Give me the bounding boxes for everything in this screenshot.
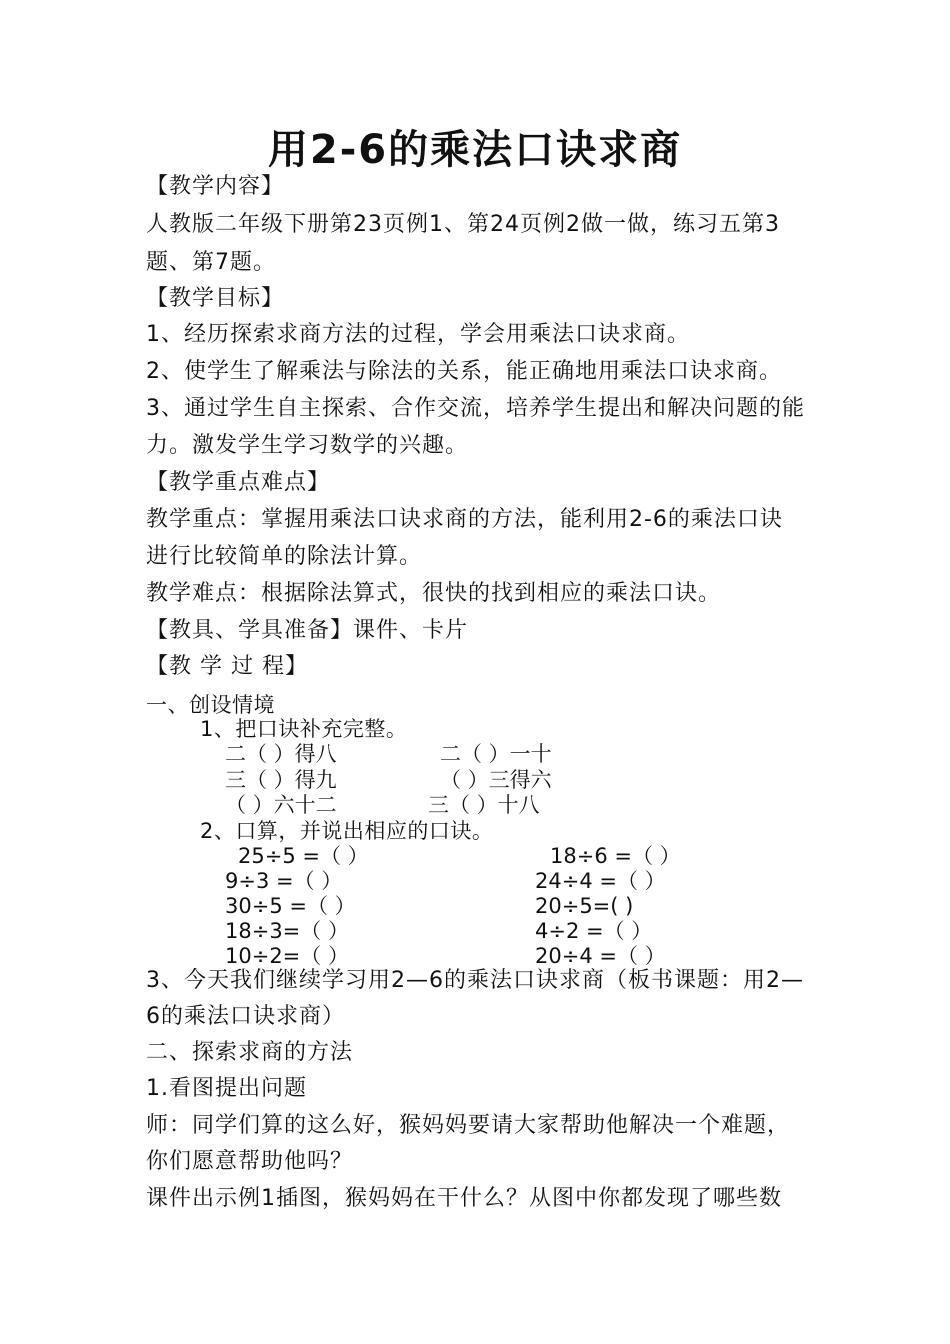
section-heading-content: 【教学内容】 xyxy=(146,174,285,199)
section-heading-key-points: 【教学重点难点】 xyxy=(146,470,331,495)
difficulty-line: 教学难点：根据除法算式，很快的找到相应的乘法口诀。 xyxy=(146,581,722,606)
section-heading-goals: 【教学目标】 xyxy=(146,286,285,311)
fill-item: 二（ ）得八 xyxy=(225,742,337,766)
goal-3-line-1: 3、通过学生自主探索、合作交流，培养学生提出和解决问题的能 xyxy=(146,396,805,421)
calc-item: 20÷5=( ) xyxy=(535,894,634,918)
calc-item: 20÷4 =（ ） xyxy=(535,944,666,968)
courseware-line: 课件出示例1插图，猴妈妈在干什么？从图中你都发现了哪些数 xyxy=(146,1186,782,1211)
goal-2: 2、使学生了解乘法与除法的关系，能正确地用乘法口诀求商。 xyxy=(146,359,782,384)
page-title: 用2-6的乘法口诀求商 xyxy=(267,127,683,173)
calc-item: 10÷2=（ ） xyxy=(225,944,349,968)
fill-item: （ ）六十二 xyxy=(225,793,337,817)
step-3-line-2: 6的乘法口诀求商） xyxy=(146,1004,345,1029)
teacher-line-1: 师：同学们算的这么好，猴妈妈要请大家帮助他解决一个难题， xyxy=(146,1113,791,1138)
tools-line: 【教具、学具准备】课件、卡片 xyxy=(146,618,469,643)
content-text-line-1: 人教版二年级下册第23页例1、第24页例2做一做，练习五第3 xyxy=(146,212,780,237)
part-2-heading: 二、探索求商的方法 xyxy=(146,1040,354,1065)
task-1-instruction: 1、把口诀补充完整。 xyxy=(200,717,408,741)
calc-item: 9÷3 =（ ） xyxy=(225,869,343,893)
fill-item: 二（ ）一十 xyxy=(440,742,552,766)
goal-1: 1、经历探索求商方法的过程，学会用乘法口诀求商。 xyxy=(146,322,690,347)
calc-item: 4÷2 =（ ） xyxy=(535,919,653,943)
step-3-line-1: 3、今天我们继续学习用2—6的乘法口诀求商（板书课题：用2— xyxy=(146,968,804,993)
fill-item: 三（ ）十八 xyxy=(428,793,540,817)
calc-item: 18÷3=（ ） xyxy=(225,919,349,943)
sub-step-1: 1.看图提出问题 xyxy=(146,1076,307,1101)
calc-item: 24÷4 =（ ） xyxy=(535,869,666,893)
part-1-heading: 一、创设情境 xyxy=(146,693,275,717)
content-text-line-2: 题、第7题。 xyxy=(146,250,276,275)
teacher-line-2: 你们愿意帮助他吗？ xyxy=(146,1149,354,1174)
key-point-line-1: 教学重点：掌握用乘法口诀求商的方法，能利用2-6的乘法口诀 xyxy=(146,507,783,532)
fill-item: （ ）三得六 xyxy=(440,768,552,792)
goal-3-line-2: 力。激发学生学习数学的兴趣。 xyxy=(146,433,469,458)
calc-item: 25÷5 =（ ） xyxy=(238,844,369,868)
section-heading-process: 【教 学 过 程】 xyxy=(146,654,308,679)
task-2-instruction: 2、口算，并说出相应的口诀。 xyxy=(200,819,494,843)
fill-item: 三（ ）得九 xyxy=(225,768,337,792)
key-point-line-2: 进行比较简单的除法计算。 xyxy=(146,544,423,569)
calc-item: 30÷5 =（ ） xyxy=(225,894,356,918)
calc-item: 18÷6 =（ ） xyxy=(550,844,681,868)
